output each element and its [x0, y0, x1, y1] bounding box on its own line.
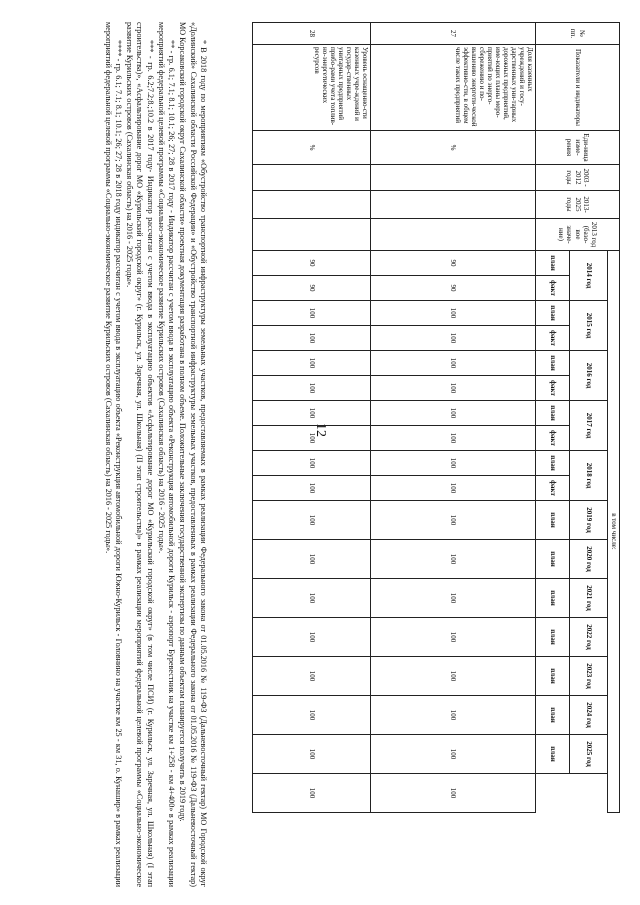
row-value: 100 [371, 401, 536, 426]
row-value: 100 [371, 618, 536, 657]
header-in-total: в том числе: [608, 251, 620, 813]
row-cell-2013 [371, 219, 536, 251]
row-value: 100 [371, 451, 536, 476]
header-fact: факт [536, 326, 570, 351]
row-unit: % [253, 131, 371, 165]
row-value: 90 [253, 276, 371, 301]
header-plan: план [536, 579, 570, 618]
row-value: 100 [371, 774, 536, 813]
header-year-2022: 2022 год [570, 618, 608, 657]
row-value: 100 [371, 426, 536, 451]
row-value: 100 [371, 735, 536, 774]
row-cell-2003 [371, 165, 536, 191]
row-indicator: Доля казенных учреждений и госу-дарственных уни-тарных дорожных предприятий, име-ющих планы меро-приятий по энерго-сбережению и по-вышению энергети-ческой эффективно-сти, в общем числе таких предприятий [371, 45, 536, 131]
footnote: * В 2018 году по мероприятиям «Обустройство транспортной инфраструктуры земельных участков, предоставляемых в рамках реализации Федерального закона от 01.05.2016 № 119-ФЗ (Дальневосточный гектар) МО Городской округ «Долинский» Сахалинской области Российской Федерации» и «Обустройство транспортной инфраструктуры земельных участков, предоставленных в рамках реализации Федерального закона от 01.05.2016 № 119-ФЗ (Дальневосточный гектар) МО Корсаковский городской округ Сахалинской области» проектная документация разработана в полном объеме. Положительные заключения государственной экспертизы по данным объектам планируется получить в 2019 году. [178, 22, 208, 887]
row-num: 27 [371, 23, 536, 45]
row-value: 100 [371, 476, 536, 501]
header-year-2020: 2020 год [570, 540, 608, 579]
header-fact: факт [536, 376, 570, 401]
row-unit: % [371, 131, 536, 165]
row-indicator: Уровень оснащенно-сти казенных учре-ждений и государ-ственных унитарных предприятий прибо-рами учета топлив-но-энергетических ресурсов [253, 45, 371, 131]
header-indicator: Показатели и индикаторы [536, 45, 620, 131]
indicators-table [252, 22, 620, 813]
page-number: 12 [313, 423, 328, 437]
row-value: 100 [253, 426, 371, 451]
header-year-2018: 2018 год [570, 451, 608, 501]
row-num: 28 [253, 23, 371, 45]
footnote: ** - гр. 6.1; 7.1; 8.1; 10.1; 26; 27; 28 в 2017 году - Индикатор рассчитан с учетом ввода в эксплуатацию объекта «Реконструкция автомобильной дороги Курильск - аэропорт Буревестник на участке км 1+258 - км 4+400» в рамках реализации мероприятий федеральной целевой программы «Социально-экономическое развитие Курильских островов (Сахалинская область) на 2016 - 2025 годы». [157, 22, 177, 887]
header-year-2014: 2014 год [570, 251, 608, 301]
header-year-2017: 2017 год [570, 401, 608, 451]
row-value: 100 [371, 696, 536, 735]
header-year-2021: 2021 год [570, 579, 608, 618]
header-plan: план [536, 501, 570, 540]
row-value: 100 [253, 657, 371, 696]
row-value: 100 [253, 696, 371, 735]
row-value: 100 [253, 326, 371, 351]
header-plan: план [536, 251, 570, 276]
table-row [371, 23, 536, 813]
header-fact: факт [536, 276, 570, 301]
row-value: 100 [371, 376, 536, 401]
row-cell-2013-2025 [371, 191, 536, 219]
row-value: 100 [371, 657, 536, 696]
row-cell-2003 [253, 165, 371, 191]
table-row [253, 23, 371, 813]
header-2013-2025: 2013-2025 годы [536, 191, 620, 219]
row-value: 100 [371, 540, 536, 579]
footnote: **** - гр. 6.1; 7.1; 8.1; 10.1; 26; 27; 28 в 2018 году индикатор рассчитан с учетом ввода в эксплуатацию объекта «Реконструкция автомобильной дороги Южно-Курильск - Головнино на участке км 25 - км 31, о. Кунашир» в рамках реализации мероприятий федеральной целевой программы «Социально-экономическое развитие Курильских островов (Сахалинская область) на 2016 - 2025 годы». [103, 22, 123, 887]
header-year-2024: 2024 год [570, 696, 608, 735]
header-plan: план [536, 618, 570, 657]
header-2003-2012: 2003 - 2012 годы [536, 165, 620, 191]
row-value: 100 [371, 501, 536, 540]
header-fact: факт [536, 476, 570, 501]
row-value: 90 [253, 251, 371, 276]
header-plan: план [536, 657, 570, 696]
row-value: 100 [253, 501, 371, 540]
header-unit: Еди-ница изме-рения [536, 131, 620, 165]
header-plan: план [536, 451, 570, 476]
row-value: 100 [371, 579, 536, 618]
rotated-page [30, 22, 620, 887]
row-value: 100 [253, 451, 371, 476]
row-value: 90 [371, 251, 536, 276]
header-fact: факт [536, 426, 570, 451]
row-value: 100 [253, 301, 371, 326]
row-cell-2013-2025 [253, 191, 371, 219]
header-plan: план [536, 401, 570, 426]
header-plan: план [536, 301, 570, 326]
header-num: № пп. [536, 23, 620, 45]
row-value: 100 [253, 476, 371, 501]
header-year-2016: 2016 год [570, 351, 608, 401]
row-value: 100 [253, 401, 371, 426]
row-value: 100 [253, 735, 371, 774]
row-value: 100 [253, 351, 371, 376]
header-year-2015: 2015 год [570, 301, 608, 351]
footnotes [102, 22, 209, 887]
header-plan: план [536, 735, 570, 774]
header-plan: план [536, 351, 570, 376]
row-cell-2013 [253, 219, 371, 251]
row-value: 100 [253, 579, 371, 618]
row-value: 90 [371, 276, 536, 301]
header-plan: план [536, 540, 570, 579]
row-value: 100 [253, 618, 371, 657]
header-year-2023: 2023 год [570, 657, 608, 696]
row-value: 100 [371, 351, 536, 376]
row-value: 100 [371, 301, 536, 326]
header-2013: 2013 год (базо-вое значе-ние) [536, 219, 620, 251]
header-year-2025: 2025 год [570, 735, 608, 774]
footnote: *** - гр. 6.2;7.2;8.;10.2 в 2017 году- Индикатор рассчитан с учетом ввода в эксплуатацию объектов «Асфальтирование дорог МО «Курильский городской округ» (в том числе ПСИ) (г. Курильск, ул. Заречная, ул. Школьная) (I этап строительства)», «Асфальтирование дорог МО «Курильский городской округ» (г. Курильск, ул. Заречная, ул. Школьная) (II этап строительства)» в рамках реализации мероприятий федеральной целевой программы «Социально-экономическое развитие Курильских островов (Сахалинская область) на 2016 - 2025 годы». [125, 22, 155, 887]
row-value: 100 [371, 326, 536, 351]
row-value: 100 [253, 376, 371, 401]
header-year-2019: 2019 год [570, 501, 608, 540]
row-value: 100 [253, 540, 371, 579]
header-plan: план [536, 696, 570, 735]
row-value: 100 [253, 774, 371, 813]
